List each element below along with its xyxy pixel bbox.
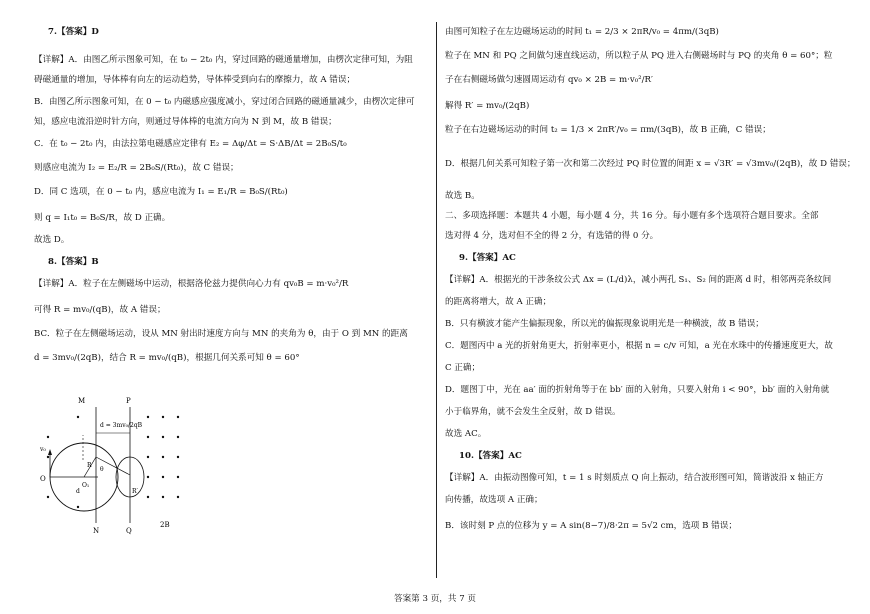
field-dots-left [47, 416, 79, 508]
label-N: N [93, 527, 100, 535]
right-line: 【详解】A．根据光的干涉条纹公式 Δx = (L/d)λ，减小两孔 S₁、S₂ 间的距离 d 时，相邻两亮条纹间 [445, 275, 832, 285]
left-line: 【详解】A．由图乙所示图象可知，在 t₀ − 2t₀ 内，穿过回路的磁通量增加，由楞次定律可知，为阻 [34, 55, 413, 65]
right-line: 由图可知粒子在左边磁场运动的时间 t₁ = 2/3 × 2πR/v₀ = 4πm/(3qB) [445, 27, 719, 37]
label-distance-mid: d [76, 488, 80, 495]
label-O1: O₁ [82, 482, 90, 489]
right-line: 故选 AC。 [445, 429, 487, 439]
right-line: 9.【答案】AC [459, 253, 516, 263]
right-line: B．只有横波才能产生偏振现象，所以光的偏振现象说明光是一种横波，故 B 错误； [445, 319, 764, 329]
left-line: 8.【答案】B [48, 257, 99, 267]
left-line: 7.【答案】D [48, 27, 99, 37]
label-theta: θ [100, 466, 104, 473]
right-line: 解得 R′ = mv₀/(2qB) [445, 101, 530, 111]
left-line: 故选 D。 [34, 235, 70, 245]
field-dots-right [147, 416, 179, 498]
left-line: d = 3mv₀/(2qB)，结合 R = mv₀/(qB)，根据几何关系可知 θ = 60° [34, 353, 300, 363]
left-line: 知，感应电流沿逆时针方向，则通过导体棒的电流方向为 N 到 M，故 B 错误； [34, 117, 337, 127]
label-O: O [40, 475, 46, 483]
right-line: 粒子在右边磁场运动的时间 t₂ = 1/3 × 2πR′/v₀ = πm/(3qB)，故 B 正确，C 错误； [445, 125, 771, 135]
left-line: 则感应电流为 I₂ = E₂/R = 2B₀S/(Rt₀)，故 C 错误； [34, 163, 239, 173]
right-line: 10.【答案】AC [459, 451, 522, 461]
left-line: 可得 R = mv₀/(qB)，故 A 错误； [34, 305, 166, 315]
label-2B: 2B [160, 521, 170, 529]
page-footer: 答案第 3 页，共 7 页 [393, 594, 477, 604]
left-line: 【详解】A．粒子在左侧磁场中运动，根据洛伦兹力提供向心力有 qv₀B = m·v₀²/R [34, 279, 349, 289]
right-line: 子在右侧磁场做匀速圆周运动有 qv₀ × 2B = m·v₀²/R′ [445, 75, 653, 85]
left-line: 碍磁通量的增加，导体棒有向左的运动趋势，导体棒受到向右的摩擦力，故 A 错误； [34, 75, 356, 85]
label-R: R [87, 462, 92, 469]
right-line: 故选 B。 [445, 191, 480, 201]
right-line: 二、多项选择题：本题共 4 小题，每小题 4 分，共 16 分。每小题有多个选项符合题目要求。全部 [445, 211, 819, 221]
label-P: P [126, 397, 131, 405]
label-M: M [78, 397, 86, 405]
left-line: 则 q = I₁t₀ = B₀S/R，故 D 正确。 [34, 213, 171, 223]
left-line: D．同 C 选项，在 0 − t₀ 内，感应电流为 I₁ = E₁/R = B₀S/(Rt₀) [34, 187, 288, 197]
label-Q: Q [126, 527, 132, 535]
left-line: BC．粒子在左侧磁场运动，设从 MN 射出时速度方向与 MN 的夹角为 θ，由于 O 到 MN 的距离 [34, 329, 408, 339]
right-line: 向传播，故选项 A 正确； [445, 495, 543, 505]
right-line: 【详解】A．由振动图像可知，t = 1 s 时刻质点 Q 向上振动，结合波形图可知，简谐波沿 x 轴正方 [445, 473, 824, 483]
right-line: D．根据几何关系可知粒子第一次和第二次经过 PQ 时位置的间距 x = √3R′ = √3mv₀/(2qB)，故 D 错误； [445, 159, 856, 169]
label-distance-top: d = 3mv₀/2qB [100, 422, 143, 429]
right-line: B．该时刻 P 点的位移为 y = A sin(8−7)/8·2π = 5√2 cm，选项 B 错误； [445, 521, 737, 531]
right-line: C 正确； [445, 363, 481, 373]
magnetic-field-figure [38, 395, 188, 535]
left-line: C．在 t₀ − 2t₀ 内，由法拉第电磁感应定律有 E₂ = Δφ/Δt = S·ΔB/Δt = 2B₀S/t₀ [34, 139, 347, 149]
label-v0: v₀ [40, 446, 46, 453]
right-line: 小于临界角，就不会发生全反射，故 D 错误。 [445, 407, 621, 417]
label-R-prime: R′ [132, 488, 138, 495]
right-line: 粒子在 MN 和 PQ 之间做匀速直线运动，所以粒子从 PQ 进入右侧磁场时与 PQ 的夹角 θ = 60°；粒 [445, 51, 833, 61]
left-line: B．由图乙所示图象可知，在 0 − t₀ 内磁感应强度减小，穿过闭合回路的磁通量减少，由楞次定律可 [34, 97, 415, 107]
right-line: 选对得 4 分，选对但不全的得 2 分，有选错的得 0 分。 [445, 231, 659, 241]
right-line: D．题图丁中，光在 aa′ 面的折射角等于在 bb′ 面的入射角，只要入射角 i < 90°，bb′ 面的入射角就 [445, 385, 830, 395]
right-line: C．题图丙中 a 光的折射角更大，折射率更小，根据 n = c/v 可知，a 光在水珠中的传播速度更大，故 [445, 341, 833, 351]
right-line: 的距离将增大，故 A 正确； [445, 297, 552, 307]
column-divider [436, 22, 437, 578]
